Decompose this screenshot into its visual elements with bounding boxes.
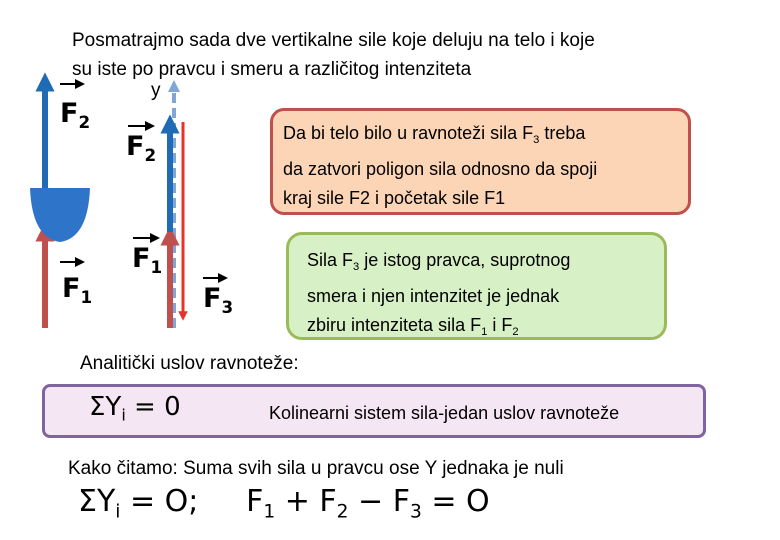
left-f2-label: $F_2$: [60, 98, 91, 132]
box1-line-2: da zatvori poligon sila odnosno da spoji: [283, 158, 598, 179]
f3-label: $F_3$: [203, 283, 234, 317]
analytic-condition-label: Analitički uslov ravnoteže:: [80, 353, 299, 374]
collinear-text: Kolinearni sistem sila-jedan uslov ravnoteže: [269, 403, 620, 423]
intro-line-2: su iste po pravcu i smeru a različitog intenziteta: [72, 59, 472, 80]
reading-explanation: Kako čitamo: Suma svih sila u pravcu ose Y jednaka je nuli: [68, 458, 564, 479]
box1-line-1: Da bi telo bilo u ravnoteži sila $F_3$ treba: [283, 123, 586, 146]
box1-line-3: kraj sile F2 i početak sile F1: [283, 187, 506, 208]
f3-description-box: [286, 232, 667, 340]
box2-line-1: Sila $F_3$ je istog pravca, suprotnog: [307, 250, 571, 273]
box2-line-2: smera i njen intenzitet je jednak: [307, 285, 560, 306]
mid-f2-label: $F_2$: [126, 131, 157, 165]
collinear-condition-box: [42, 384, 706, 438]
body-shape: [30, 188, 90, 242]
sum-formula: $\Sigma Y_i = 0$: [89, 392, 181, 425]
left-f1-label: $F_1$: [62, 273, 93, 307]
y-axis-label: y: [151, 80, 161, 101]
box2-line-3: zbiru intenziteta sila $F_1$ i $F_2$: [307, 314, 519, 338]
equilibrium-equation: $\Sigma Y_i = O$; $F_1 + F_2 - F_3 = O$: [78, 484, 490, 523]
equilibrium-condition-box: [270, 108, 691, 215]
mid-f1-label: $F_1$: [132, 243, 163, 277]
intro-line-1: Posmatrajmo sada dve vertikalne sile koje deluju na telo i koje: [72, 30, 595, 51]
